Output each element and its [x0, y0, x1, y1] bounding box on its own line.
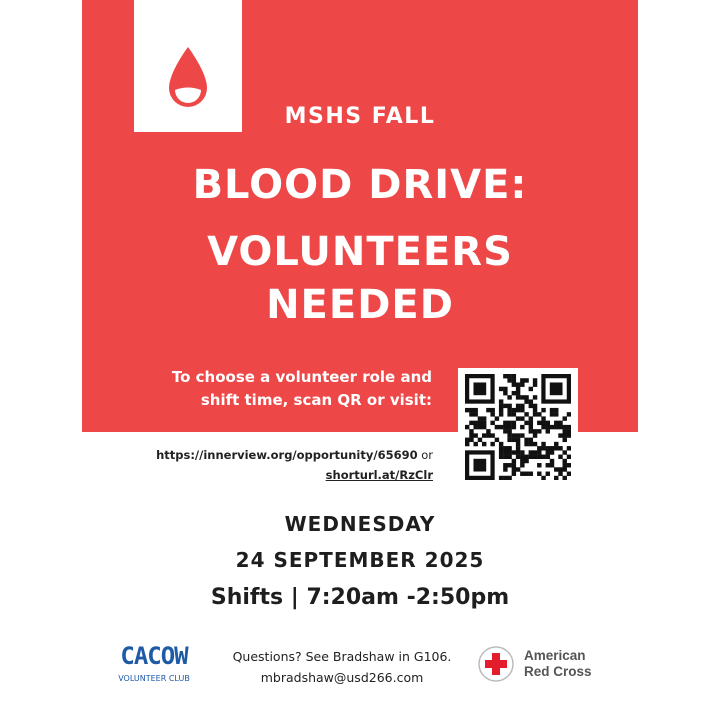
contact-question: Questions? See Bradshaw in G106. [232, 649, 452, 664]
instruction-text [140, 366, 432, 412]
event-day: WEDNESDAY [284, 512, 436, 536]
partner-logo [478, 646, 618, 686]
red-cross-icon [478, 646, 514, 682]
partner-name [524, 648, 592, 680]
contact-email[interactable]: mbradshaw@usd266.com [260, 670, 424, 685]
headline-line-1: BLOOD DRIVE: [192, 162, 528, 208]
qr-code[interactable] [458, 368, 578, 484]
signup-url-link[interactable]: https://innerview.org/opportunity/65690 [156, 448, 418, 462]
event-kicker: MSHS FALL [284, 104, 436, 129]
blood-drop-icon [163, 45, 213, 111]
headline-line-2: VOLUNTEERS [207, 229, 513, 275]
event-date: 24 SEPTEMBER 2025 [235, 548, 485, 572]
link-or-text: or [417, 448, 433, 462]
instruction-line-2: shift time, scan QR or visit: [200, 391, 432, 409]
contact-info [222, 646, 462, 688]
club-name: CACOW [120, 642, 188, 670]
club-logo [104, 642, 204, 683]
event-shifts: Shifts | 7:20am -2:50pm [210, 585, 510, 610]
partner-line-2: Red Cross [524, 664, 592, 679]
qr-code-icon [465, 374, 571, 480]
short-url-link[interactable]: shorturl.at/RzClr [325, 468, 433, 482]
club-subtitle: VOLUNTEER CLUB [118, 674, 190, 683]
partner-line-1: American [524, 648, 586, 663]
headline-line-3: NEEDED [266, 282, 454, 328]
drop-badge [134, 0, 242, 132]
signup-links [100, 445, 433, 485]
instruction-line-1: To choose a volunteer role and [171, 368, 432, 386]
